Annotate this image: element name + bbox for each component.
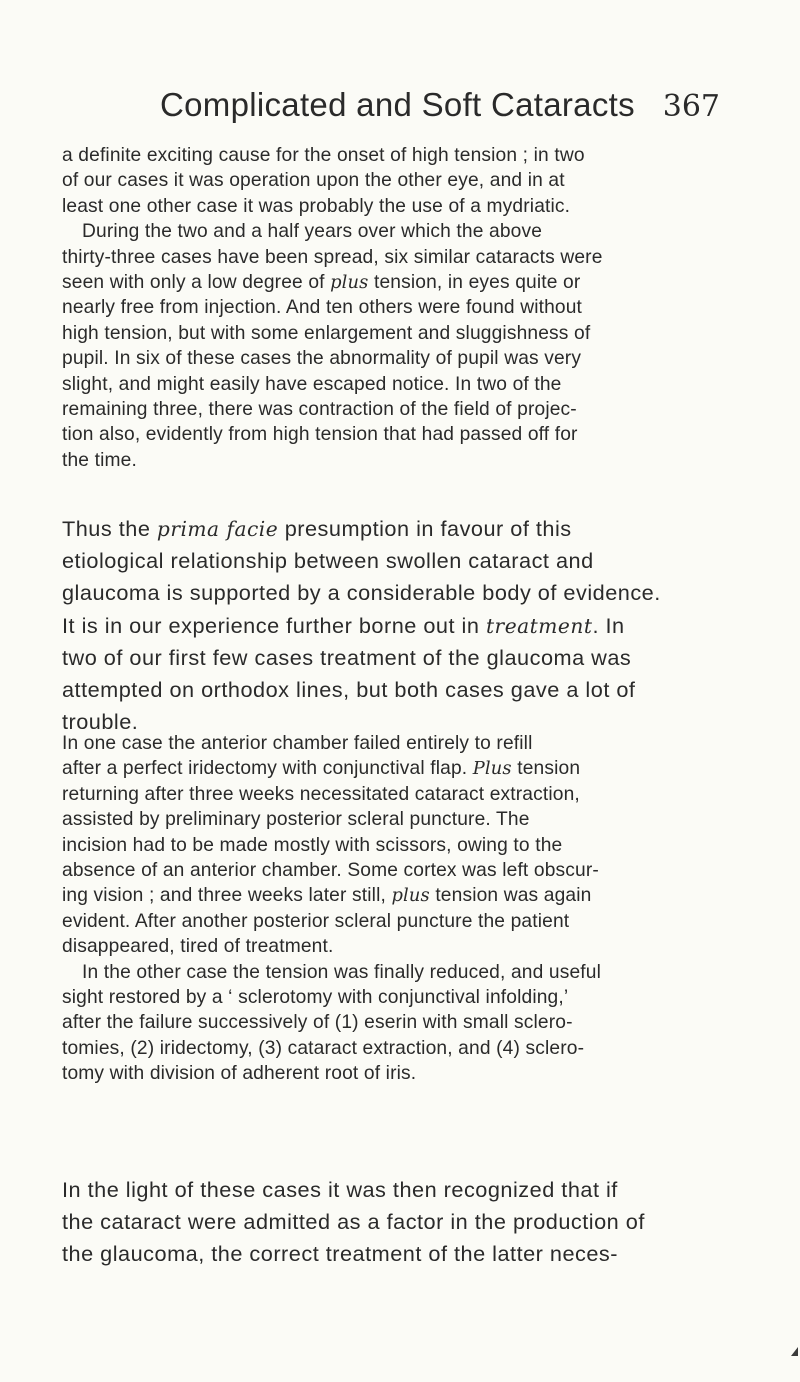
text-line: During the two and a half years over which the above [82, 221, 543, 243]
text-line: ing vision ; and three weeks later still, plus tension was again [62, 885, 592, 907]
italic-term: plus [330, 272, 369, 294]
text-line: absence of an anterior chamber. Some cortex was left obscur- [62, 860, 599, 882]
text-line: thirty-three cases have been spread, six similar cataracts were [62, 246, 603, 268]
chapter-title: Complicated and Soft Cataracts [160, 86, 635, 123]
text-line: etiological relationship between swollen cataract and [62, 548, 594, 574]
text-line: nearly free from injection. And ten others were found without [62, 297, 583, 319]
text-line: disappeared, tired of treatment. [62, 936, 334, 958]
text-line: of our cases it was operation upon the other eye, and in at [62, 170, 565, 192]
text-line: returning after three weeks necessitated cataract extraction, [62, 783, 580, 805]
text-line: a definite exciting cause for the onset of high tension ; in two [62, 145, 585, 166]
paragraph-2 [62, 513, 712, 738]
paragraph-3 [62, 731, 712, 1087]
text-line: high tension, but with some enlargement and sluggishness of [62, 322, 591, 344]
text-line: sight restored by a ‘ sclerotomy with conjunctival infolding,’ [62, 987, 569, 1009]
page-number: 367 [662, 89, 720, 124]
text-line: In one case the anterior chamber failed entirely to refill [62, 733, 533, 754]
paragraph-4 [62, 1174, 712, 1271]
text-line: It is in our experience further borne out in treatment. In [62, 612, 625, 638]
text-line: tion also, evidently from high tension that had passed off for [62, 424, 578, 446]
text-line: the time. [62, 449, 137, 471]
text-line: In the light of these cases it was then recognized that if [62, 1177, 618, 1202]
text-line: attempted on orthodox lines, but both cases gave a lot of [62, 677, 636, 703]
text-line: tomies, (2) iridectomy, (3) cataract extraction, and (4) sclero- [62, 1037, 585, 1059]
italic-term: treatment [485, 613, 593, 638]
text-line: glaucoma is supported by a considerable body of evidence. [62, 580, 661, 606]
italic-term: prima facie [156, 517, 279, 541]
paragraph-1 [62, 143, 712, 473]
text-line: tomy with division of adherent root of iris. [62, 1063, 417, 1085]
text-line: remaining three, there was contraction of the field of projec- [62, 399, 577, 421]
scan-mark [791, 1347, 798, 1356]
text-line: the cataract were admitted as a factor in the production of [62, 1209, 645, 1235]
text-line: least one other case it was probably the use of a mydriatic. [62, 195, 571, 217]
text-line: two of our first few cases treatment of the glaucoma was [62, 644, 632, 670]
italic-term: Plus [472, 758, 512, 780]
text-line: seen with only a low degree of plus tension, in eyes quite or [62, 272, 581, 294]
text-line: the glaucoma, the correct treatment of the latter neces- [62, 1241, 618, 1267]
text-line: incision had to be made mostly with scissors, owing to the [62, 834, 563, 856]
text-line: pupil. In six of these cases the abnormality of pupil was very [62, 348, 582, 370]
text-line: Thus the prima facie presumption in favour of this [62, 516, 572, 541]
text-line: after the failure successively of (1) eserin with small sclero- [62, 1012, 573, 1034]
text-line: after a perfect iridectomy with conjunctival flap. Plus tension [62, 758, 581, 780]
text-line: evident. After another posterior scleral puncture the patient [62, 910, 570, 932]
running-header [160, 86, 720, 126]
text-line: In the other case the tension was finally reduced, and useful [82, 961, 602, 983]
text-line: slight, and might easily have escaped notice. In two of the [62, 373, 562, 395]
text-line: assisted by preliminary posterior scleral puncture. The [62, 809, 530, 831]
text-line: trouble. [62, 709, 139, 735]
italic-term: plus [391, 885, 430, 907]
